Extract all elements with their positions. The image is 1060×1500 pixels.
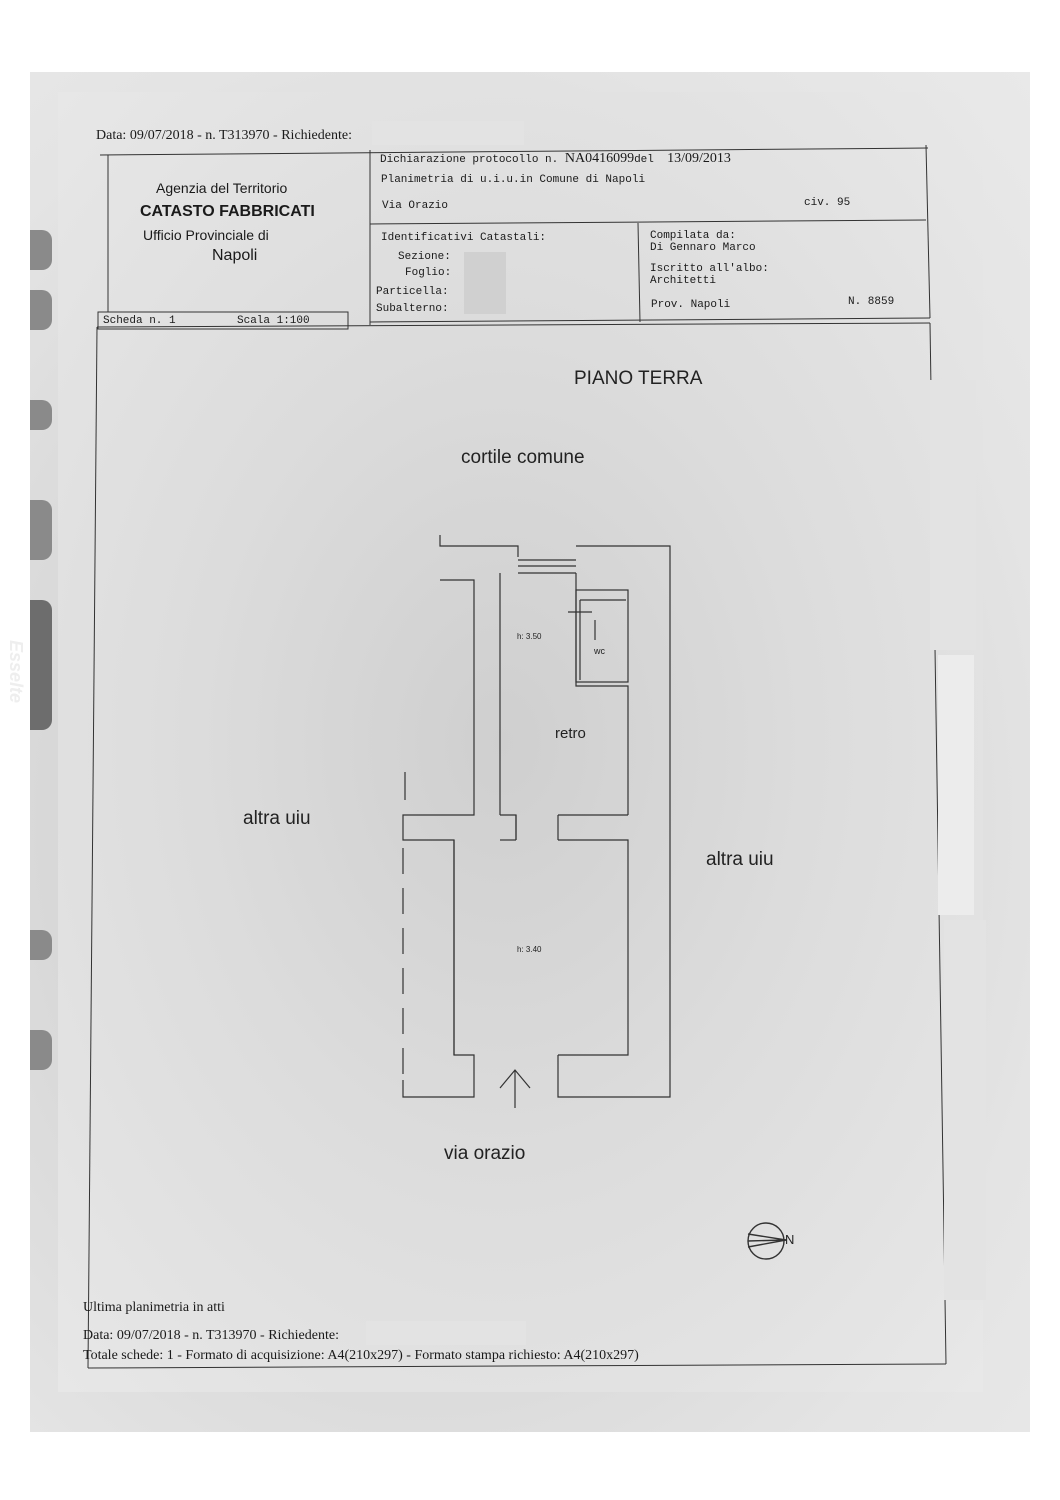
footer-request-line: Data: 09/07/2018 - n. T313970 - Richiedente: (83, 1328, 339, 1343)
protocol-date: 13/09/2013 (667, 151, 731, 166)
right-neighbor-label: altra uiu (706, 849, 774, 870)
protocol-number: NA0416099 (564, 151, 635, 166)
protocol-del: del (634, 154, 654, 166)
redacted-block (938, 655, 974, 915)
left-neighbor-label: altra uiu (243, 808, 311, 829)
scheda-label: Scheda n. 1 (103, 315, 176, 327)
front-room-height: h: 3.40 (517, 945, 542, 954)
street-line: Via Orazio (382, 200, 449, 212)
redacted-block (366, 1321, 526, 1345)
compilata-title: Compilata da: (650, 230, 736, 242)
civic-number: civ. 95 (804, 197, 851, 209)
particella-label: Particella: (376, 286, 449, 298)
albo-label: Iscritto all'albo: (650, 263, 769, 275)
redacted-block (930, 380, 976, 650)
street-label: via orazio (444, 1143, 526, 1164)
north-label: N (785, 1232, 795, 1247)
binder-brand-text: Esselte (6, 640, 26, 704)
agency-line-2: CATASTO FABBRICATI (140, 203, 315, 220)
scale-label: Scala 1:100 (237, 315, 310, 327)
wc-label: wc (594, 646, 605, 656)
agency-line-3: Ufficio Provinciale di (143, 227, 269, 243)
footer-last-plan: Ultima planimetria in atti (83, 1300, 225, 1315)
agency-line-4: Napoli (212, 247, 258, 264)
rear-room-height: h: 3.50 (517, 632, 542, 641)
protocol-prefix: Dichiarazione protocollo n. (380, 154, 559, 166)
footer-format-line: Totale schede: 1 - Formato di acquisizione: A4(210x297) - Formato stampa richiesto: A4(210x297) (83, 1348, 639, 1363)
courtyard-label: cortile comune (461, 447, 585, 468)
albo-value: Architetti (650, 275, 717, 287)
planimetria-line: Planimetria di u.i.u.in Comune di Napoli (381, 174, 646, 186)
request-line: Data: 09/07/2018 - n. T313970 - Richiedente: (96, 128, 352, 143)
floor-title: PIANO TERRA (574, 368, 703, 389)
redacted-block (944, 920, 986, 1300)
sezione-label: Sezione: (398, 251, 451, 263)
identificativi-title: Identificativi Catastali: (381, 232, 547, 244)
compiler-name: Di Gennaro Marco (650, 242, 756, 254)
agency-line-1: Agenzia del Territorio (156, 180, 288, 196)
foglio-label: Foglio: (405, 267, 452, 279)
retro-label: retro (555, 725, 586, 742)
subalterno-label: Subalterno: (376, 303, 449, 315)
province-label: Prov. Napoli (651, 299, 731, 311)
register-number: N. 8859 (848, 296, 895, 308)
